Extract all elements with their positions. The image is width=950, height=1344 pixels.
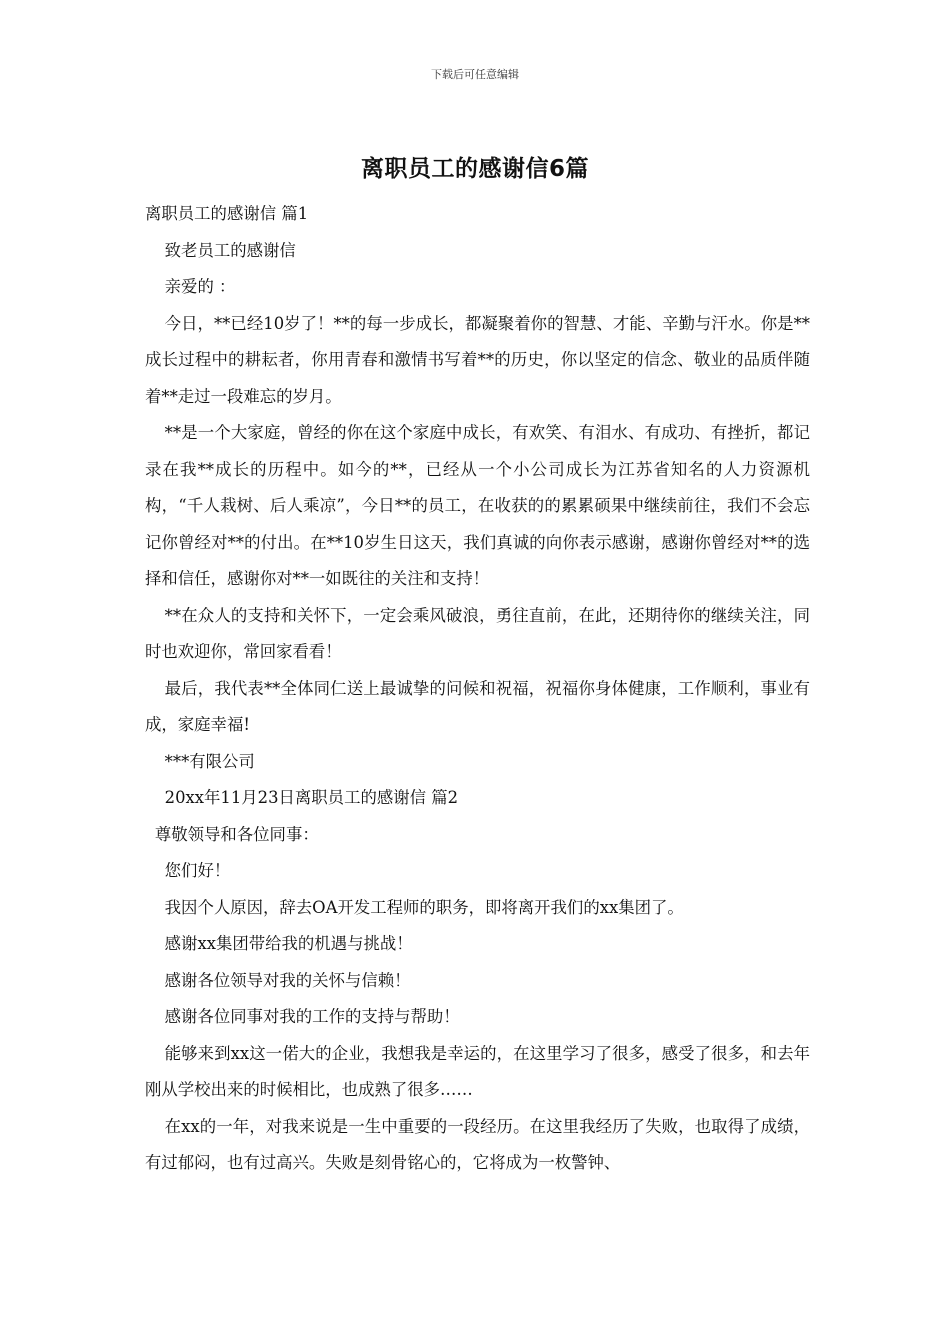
greeting: 您们好！ (164, 861, 231, 880)
signature-company: ***有限公司 (164, 751, 255, 771)
paragraph: 我因个人原因，辞去OA开发工程师的职务，即将离开我们的xx集团了。 (164, 897, 684, 917)
paragraph: 在xx的一年，对我来说是一生中重要的一段经历。在这里我经历了失败，也取得了成绩，有过郁闷，也有过高兴。失败是刻骨铭心的，它将成为一枚警钟、 (145, 1116, 810, 1172)
paragraph: 感谢各位领导对我的关怀与信赖！ (164, 970, 411, 990)
salutation: 尊敬领导和各位同事： (154, 824, 319, 844)
section-heading-1: 离职员工的感谢信 篇1 (145, 204, 309, 223)
section-heading-2: 20xx年11月23日离职员工的感谢信 篇2 (164, 788, 459, 807)
paragraph: 感谢xx集团带给我的机遇与挑战！ (164, 934, 413, 953)
letter-title: 致老员工的感谢信 (164, 240, 296, 260)
document-title: 离职员工的感谢信6篇 (360, 156, 589, 182)
paragraph: 感谢各位同事对我的工作的支持与帮助！ (164, 1007, 460, 1026)
paragraph: **在众人的支持和关怀下，一定会乘风破浪，勇往直前，在此，还期待你的继续关注，同时也欢迎你，常回家看看！ (145, 605, 810, 661)
document-body (145, 196, 810, 1182)
paragraph: 今日，**已经10岁了！**的每一步成长，都凝聚着你的智慧、才能、辛勤与汗水。你是**成长过程中的耕耘者，你用青春和激情书写着**的历史，你以坚定的信念、敬业的品质伴随着**走过一段难忘的岁月。 (145, 313, 810, 406)
salutation: 亲爱的 ： (164, 277, 236, 296)
paragraph: 能够来到xx这一偌大的企业，我想我是幸运的，在这里学习了很多，感受了很多，和去年刚从学校出来的时候相比，也成熟了很多…… (145, 1043, 810, 1099)
header-note: 下载后可任意编辑 (431, 68, 519, 81)
paragraph: **是一个大家庭，曾经的你在这个家庭中成长，有欢笑、有泪水、有成功、有挫折，都记录在我**成长的历程中。如今的**，已经从一个小公司成长为江苏省知名的人力资源机构，“千人栽树、后人乘凉”，今日**的员工，在收获的的累累硕果中继续前往，我们不会忘记你曾经对**的付出。在**10岁生日这天，我们真诚的向你表示感谢，感谢你曾经对**的选择和信任，感谢你对**一如既往的关注和支持！ (145, 423, 810, 588)
paragraph: 最后，我代表**全体同仁送上最诚挚的问候和祝福，祝福你身体健康，工作顺利，事业有成，家庭幸福! (145, 678, 810, 734)
